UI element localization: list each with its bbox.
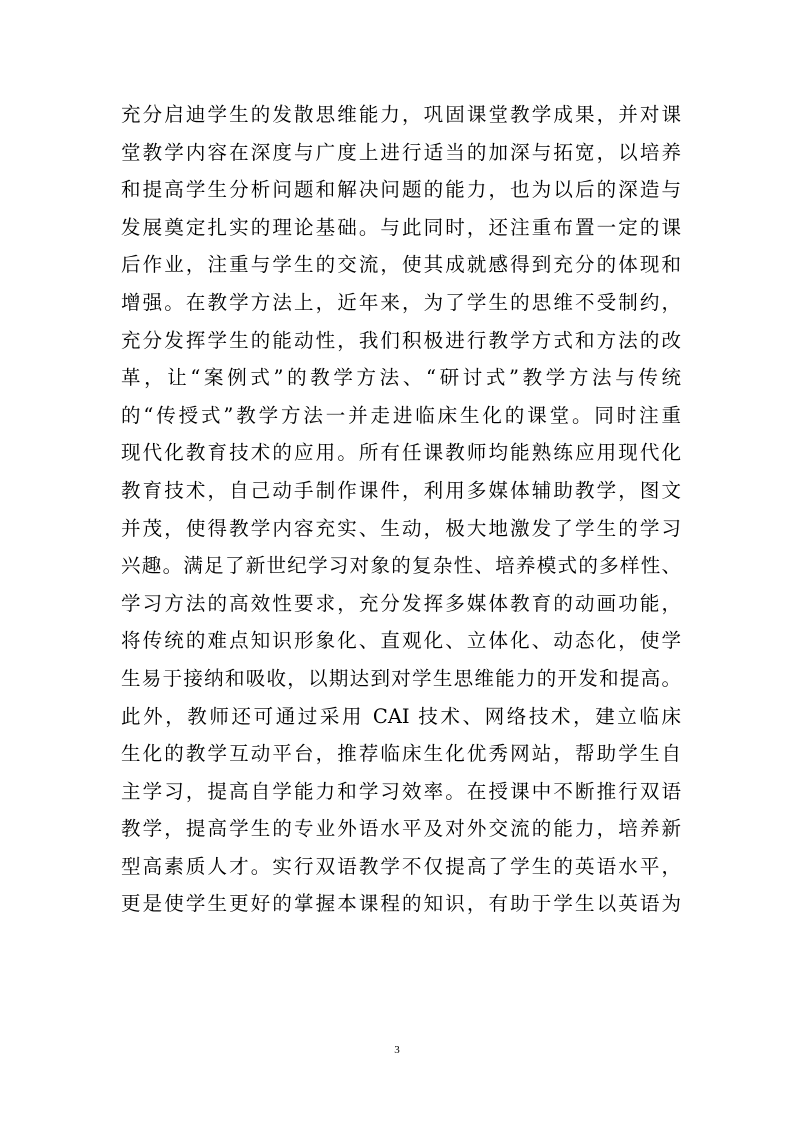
- text-line: 堂教学内容在深度与广度上进行适当的加深与拓宽，以培养: [121, 140, 681, 164]
- text-line: 并茂，使得教学内容充实、生动，极大地激发了学生的学习: [121, 516, 681, 540]
- text-line: 生化的教学互动平台，推荐临床生化优秀网站，帮助学生自: [121, 742, 681, 766]
- text-line: 的“传授式”教学方法一并走进临床生化的课堂。同时注重: [121, 403, 681, 427]
- text-line: 更是使学生更好的掌握本课程的知识，有助于学生以英语为: [121, 892, 681, 916]
- body-paragraph: [121, 96, 681, 923]
- text-line: 教学，提高学生的专业外语水平及对外交流的能力，培养新: [121, 817, 681, 841]
- text-line: 和提高学生分析问题和解决问题的能力，也为以后的深造与: [121, 178, 681, 202]
- text-line: 发展奠定扎实的理论基础。与此同时，还注重布置一定的课: [121, 215, 681, 239]
- text-line: 教育技术，自己动手制作课件，利用多媒体辅助教学，图文: [121, 478, 681, 502]
- text-line: 增强。在教学方法上，近年来，为了学生的思维不受制约，: [121, 290, 681, 314]
- text-line: 生易于接纳和吸收，以期达到对学生思维能力的开发和提高。: [121, 666, 681, 690]
- text-line: 革，让“案例式”的教学方法、“研讨式”教学方法与传统: [121, 366, 681, 390]
- text-line: 此外，教师还可通过采用 CAI 技术、网络技术，建立临床: [121, 704, 681, 728]
- text-line: 学习方法的高效性要求，充分发挥多媒体教育的动画功能，: [121, 591, 681, 615]
- text-line: 后作业，注重与学生的交流，使其成就感得到充分的体现和: [121, 253, 681, 277]
- text-line: 现代化教育技术的应用。所有任课教师均能熟练应用现代化: [121, 441, 681, 465]
- text-line: 主学习，提高自学能力和学习效率。在授课中不断推行双语: [121, 779, 681, 803]
- text-line: 型高素质人才。实行双语教学不仅提高了学生的英语水平，: [121, 854, 681, 878]
- page-number: 3: [394, 1044, 400, 1056]
- text-line: 充分发挥学生的能动性，我们积极进行教学方式和方法的改: [121, 328, 681, 352]
- text-line: 将传统的难点知识形象化、直观化、立体化、动态化，使学: [121, 629, 681, 653]
- text-line: 充分启迪学生的发散思维能力，巩固课堂教学成果，并对课: [121, 103, 681, 126]
- text-line: 兴趣。满足了新世纪学习对象的复杂性、培养模式的多样性、: [121, 554, 681, 578]
